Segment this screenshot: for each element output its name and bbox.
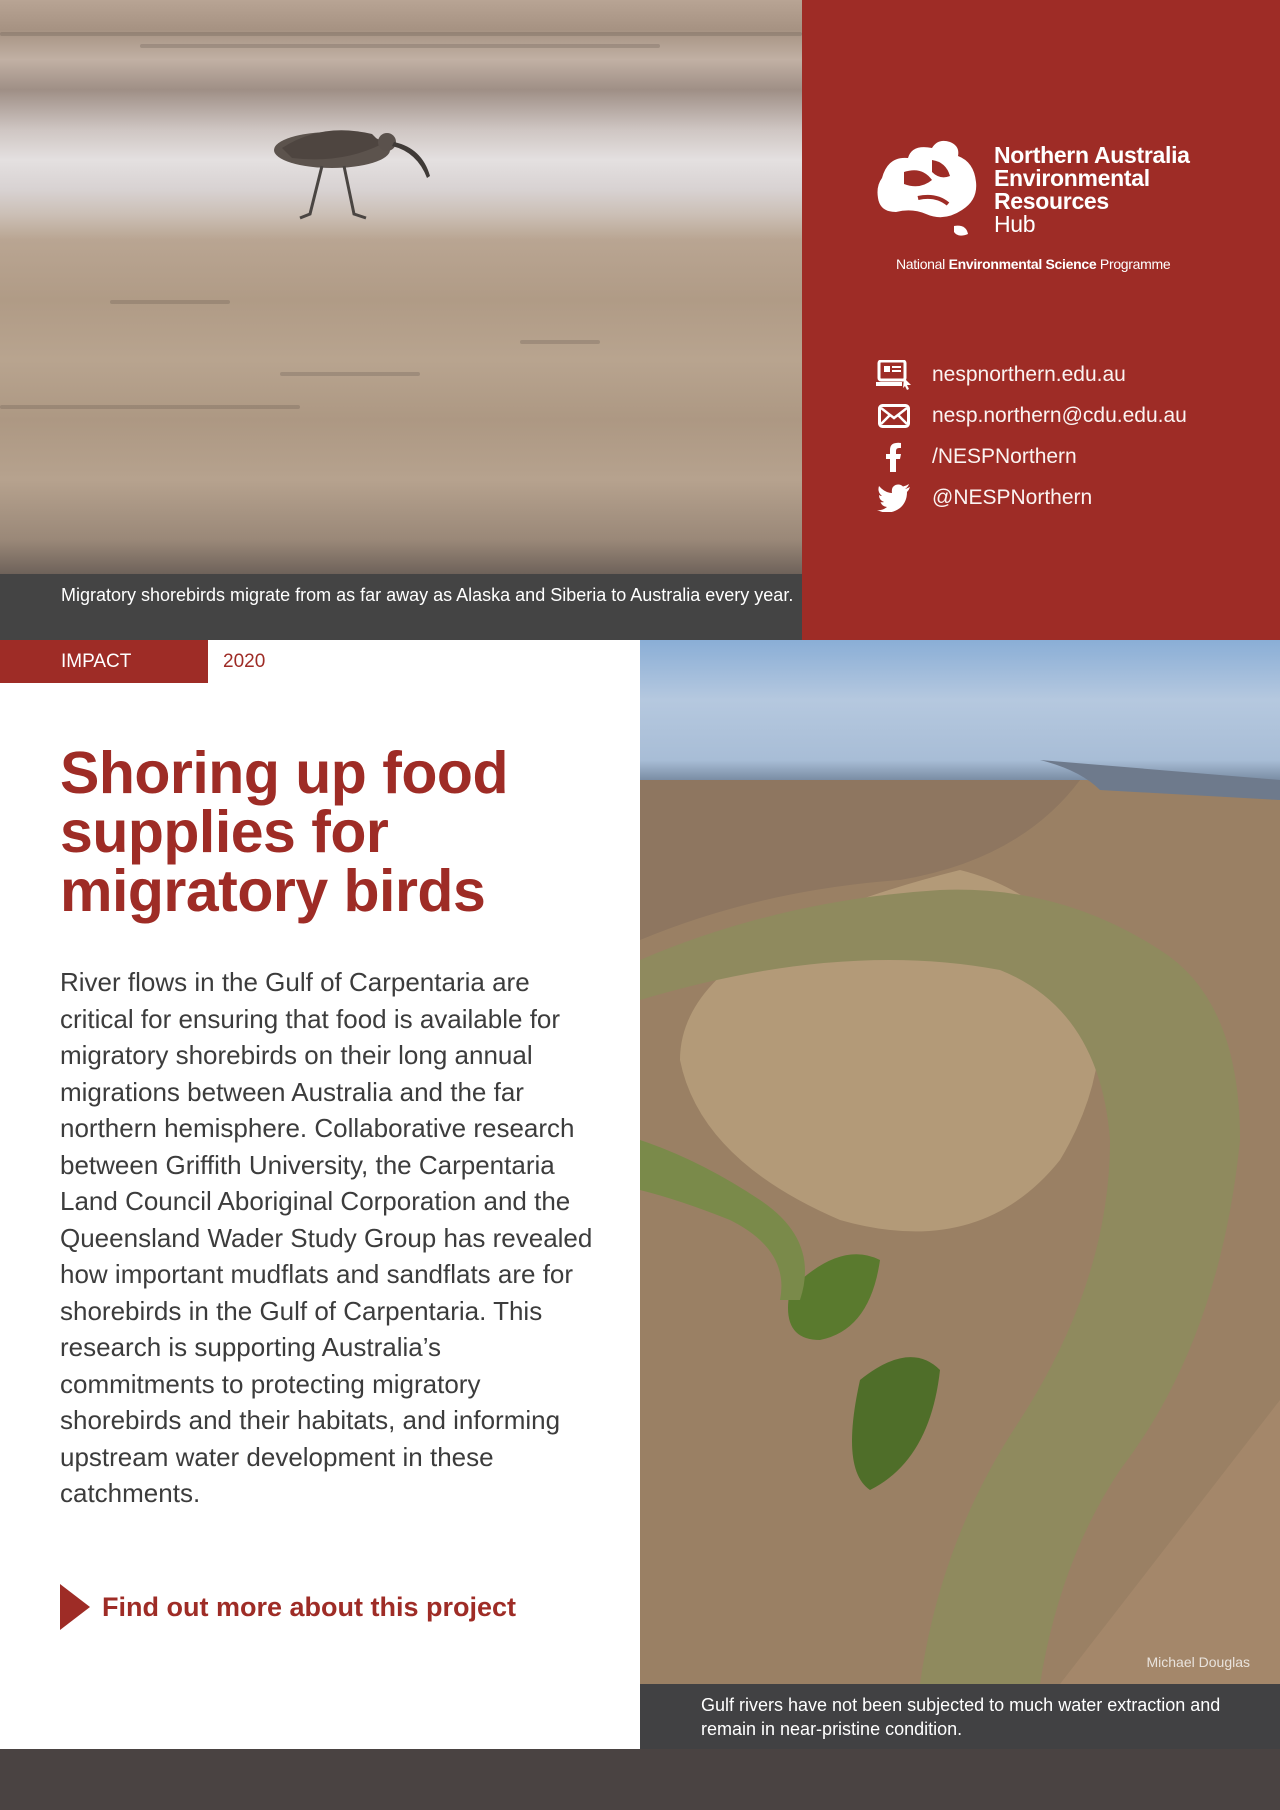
email-icon [874, 400, 914, 432]
contact-website[interactable] [874, 354, 1187, 395]
facebook-icon [874, 441, 914, 473]
bird-photo [0, 0, 802, 574]
play-arrow-icon [60, 1584, 90, 1630]
article-title: Shoring up food supplies for migratory birds [60, 740, 508, 924]
article-body: River flows in the Gulf of Carpentaria are critical for ensuring that food is available for migratory shorebirds on their long annual migrations between Australia and the far northern hemisphere. Collaborative research between Griffith University, the Carpentaria Land Council Aboriginal Corporation and the Queensland Wader Study Group has revealed how important mudflats and sandflats are for shorebirds in the Gulf of Carpentaria. This research is supporting Australia’s commitments to protecting migratory shorebirds and their habitats, and informing upstream water development in these catchments. [60, 967, 593, 1508]
australia-logo-icon [874, 138, 984, 243]
hub-name [994, 144, 1190, 236]
aerial-river-image [640, 640, 1280, 1684]
programme-prefix: National [896, 256, 949, 272]
programme-suffix: Programme [1096, 256, 1171, 272]
email-link[interactable]: nesp.northern@cdu.edu.au [932, 403, 1187, 427]
contact-twitter[interactable] [874, 477, 1187, 518]
hub-name-line-1: Northern Australia [994, 142, 1190, 168]
programme-name [896, 256, 1170, 272]
curlew-bird-image [262, 118, 492, 258]
facebook-link[interactable]: /NESPNorthern [932, 444, 1077, 468]
find-out-more-label[interactable]: Find out more about this project [102, 1591, 516, 1622]
river-photo-credit: Michael Douglas [1146, 1654, 1250, 1670]
find-out-more-link[interactable] [60, 1584, 516, 1630]
hub-name-line-2: Environmental [994, 165, 1150, 191]
photo-caption: Migratory shorebirds migrate from as far away as Alaska and Siberia to Australia every year. [0, 574, 802, 640]
website-icon [874, 359, 914, 391]
header-panel [802, 0, 1280, 640]
river-photo-caption: Gulf rivers have not been subjected to much water extraction and remain in near-pristine condition. [640, 1684, 1280, 1749]
website-link[interactable]: nespnorthern.edu.au [932, 362, 1126, 386]
contact-email[interactable] [874, 395, 1187, 436]
river-photo [640, 640, 1280, 1684]
impact-year: 2020 [208, 640, 640, 683]
impact-story-label: IMPACT STORY [0, 640, 208, 683]
programme-bold: Environmental Science [948, 256, 1097, 272]
hub-name-line-3: Resources [994, 188, 1109, 214]
hub-name-line-4: Hub [994, 211, 1036, 237]
contact-list [874, 354, 1187, 518]
twitter-link[interactable]: @NESPNorthern [932, 485, 1093, 509]
footer-band [0, 1749, 1280, 1810]
contact-facebook[interactable] [874, 436, 1187, 477]
twitter-icon [874, 482, 914, 514]
impact-bar [0, 640, 640, 715]
